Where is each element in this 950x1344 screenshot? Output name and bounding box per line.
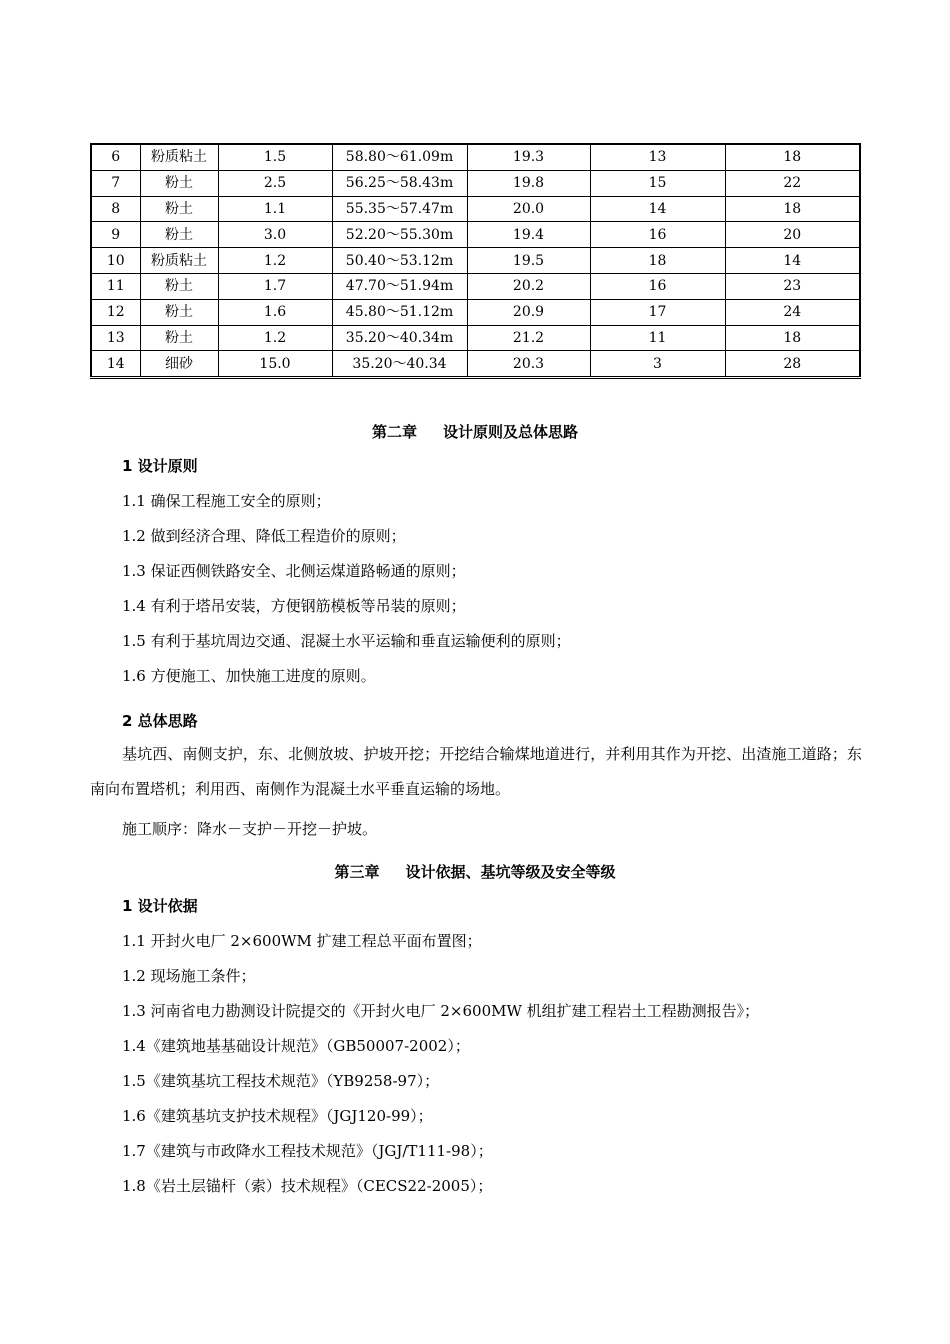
table-cell: 18 [590, 248, 725, 274]
soil-layer-table [90, 143, 861, 379]
principle-item: 1.2 做到经济合理、降低工程造价的原则； [122, 527, 406, 545]
table-row [91, 351, 860, 378]
table-cell: 20.9 [467, 299, 590, 325]
table-cell: 58.80～61.09m [332, 144, 467, 170]
table-row [91, 325, 860, 351]
table-cell: 10 [91, 248, 140, 274]
basis-item: 1.8《岩土层锚杆（索）技术规程》（CECS22-2005）； [122, 1177, 493, 1195]
table-row [91, 299, 860, 325]
table-cell: 8 [91, 196, 140, 222]
principle-item: 1.4 有利于塔吊安装，方便钢筋模板等吊装的原则； [122, 597, 466, 615]
basis-item: 1.1 开封火电厂 2×600WM 扩建工程总平面布置图； [122, 932, 482, 950]
table-cell: 35.20～40.34m [332, 325, 467, 351]
table-cell: 3.0 [218, 222, 332, 248]
principle-item: 1.3 保证西侧铁路安全、北侧运煤道路畅通的原则； [122, 562, 466, 580]
chapter-2-title [0, 421, 950, 442]
chapter-2-heading: 设计原则及总体思路 [443, 423, 579, 441]
section-overall-approach-heading: 2 总体思路 [122, 712, 198, 730]
section-design-principles-heading: 1 设计原则 [122, 457, 198, 475]
basis-item: 1.6《建筑基坑支护技术规程》（JGJ120-99）； [122, 1107, 433, 1125]
table-cell: 28 [725, 351, 860, 378]
basis-item: 1.3 河南省电力勘测设计院提交的《开封火电厂 2×600MW 机组扩建工程岩土工程勘测报告》； [122, 1002, 760, 1020]
table-cell: 23 [725, 273, 860, 299]
table-cell: 粉土 [140, 170, 218, 196]
chapter-3-title [0, 861, 950, 882]
table-cell: 粉土 [140, 273, 218, 299]
table-cell: 1.6 [218, 299, 332, 325]
principle-item: 1.5 有利于基坑周边交通、混凝土水平运输和垂直运输便利的原则； [122, 632, 571, 650]
table-cell: 14 [91, 351, 140, 378]
table-cell: 粉土 [140, 196, 218, 222]
table-cell: 21.2 [467, 325, 590, 351]
table-cell: 16 [590, 273, 725, 299]
table-row [91, 222, 860, 248]
soil-table-body [91, 144, 860, 378]
chapter-3-heading: 设计依据、基坑等级及安全等级 [405, 863, 616, 881]
table-cell: 50.40～53.12m [332, 248, 467, 274]
basis-item: 1.4《建筑地基基础设计规范》（GB50007-2002）； [122, 1037, 470, 1055]
table-cell: 47.70～51.94m [332, 273, 467, 299]
table-cell: 11 [590, 325, 725, 351]
table-cell: 18 [725, 325, 860, 351]
table-cell: 3 [590, 351, 725, 378]
table-cell: 20.2 [467, 273, 590, 299]
table-cell: 15.0 [218, 351, 332, 378]
table-cell: 粉土 [140, 222, 218, 248]
basis-item: 1.2 现场施工条件； [122, 967, 256, 985]
basis-item: 1.5《建筑基坑工程技术规范》（YB9258-97）； [122, 1072, 440, 1090]
table-cell: 14 [590, 196, 725, 222]
table-cell: 细砂 [140, 351, 218, 378]
table-cell: 6 [91, 144, 140, 170]
chapter-2-number: 第二章 [371, 423, 417, 441]
table-cell: 19.8 [467, 170, 590, 196]
table-cell: 17 [590, 299, 725, 325]
table-cell: 18 [725, 144, 860, 170]
table-cell: 1.2 [218, 248, 332, 274]
table-cell: 19.4 [467, 222, 590, 248]
table-cell: 粉质粘土 [140, 248, 218, 274]
table-cell: 19.3 [467, 144, 590, 170]
table-cell: 20.0 [467, 196, 590, 222]
table-cell: 粉土 [140, 299, 218, 325]
table-cell: 1.7 [218, 273, 332, 299]
table-cell: 22 [725, 170, 860, 196]
basis-item: 1.7《建筑与市政降水工程技术规范》（JGJ/T111-98）； [122, 1142, 493, 1160]
table-cell: 16 [590, 222, 725, 248]
table-cell: 45.80～51.12m [332, 299, 467, 325]
table-cell: 14 [725, 248, 860, 274]
overall-approach-paragraph: 基坑西、南侧支护，东、北侧放坡、护坡开挖；开挖结合输煤地道进行，并利用其作为开挖、出渣施工道路；东南向布置塔机；利用西、南侧作为混凝土水平垂直运输的场地。 [90, 745, 862, 798]
table-cell: 18 [725, 196, 860, 222]
table-cell: 粉质粘土 [140, 144, 218, 170]
table-cell: 2.5 [218, 170, 332, 196]
table-cell: 56.25～58.43m [332, 170, 467, 196]
table-row [91, 170, 860, 196]
chapter-3-number: 第三章 [334, 863, 380, 881]
construction-sequence: 施工顺序：降水－支护－开挖－护坡。 [122, 820, 378, 838]
table-cell: 19.5 [467, 248, 590, 274]
table-cell: 11 [91, 273, 140, 299]
table-row [91, 273, 860, 299]
table-cell: 20.3 [467, 351, 590, 378]
table-row [91, 248, 860, 274]
table-cell: 13 [91, 325, 140, 351]
table-cell: 35.20～40.34 [332, 351, 467, 378]
table-cell: 13 [590, 144, 725, 170]
table-cell: 9 [91, 222, 140, 248]
principle-item: 1.1 确保工程施工安全的原则； [122, 492, 331, 510]
table-cell: 24 [725, 299, 860, 325]
table-cell: 52.20～55.30m [332, 222, 467, 248]
table-cell: 1.5 [218, 144, 332, 170]
table-cell: 7 [91, 170, 140, 196]
table-cell: 1.1 [218, 196, 332, 222]
table-cell: 20 [725, 222, 860, 248]
table-row [91, 196, 860, 222]
table-cell: 粉土 [140, 325, 218, 351]
principle-item: 1.6 方便施工、加快施工进度的原则。 [122, 667, 376, 685]
table-cell: 55.35～57.47m [332, 196, 467, 222]
table-cell: 1.2 [218, 325, 332, 351]
table-cell: 12 [91, 299, 140, 325]
table-cell: 15 [590, 170, 725, 196]
section-design-basis-heading: 1 设计依据 [122, 897, 198, 915]
table-row [91, 144, 860, 170]
